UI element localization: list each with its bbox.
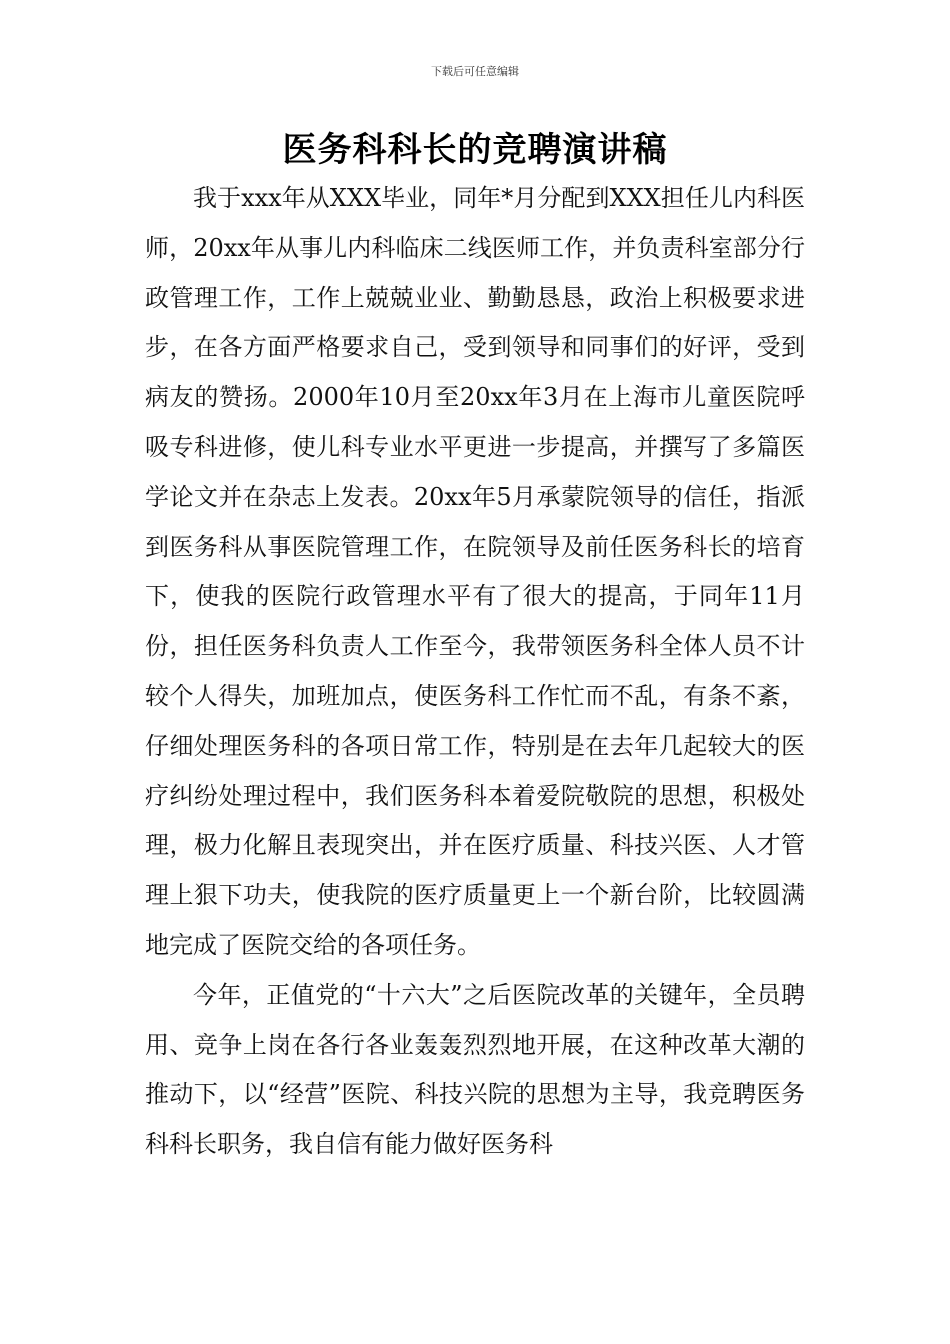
paragraph-2: 今年，正值党的“十六大”之后医院改革的关键年，全员聘用、竞争上岗在各行各业轰轰烈烈地开展，在这种改革大潮的推动下，以“经营”医院、科技兴院的思想为主导，我竞聘医务科科长职务，我自信有能力做好医务科 bbox=[145, 980, 805, 1159]
document-body bbox=[145, 174, 805, 1170]
paragraph-1: 我于xxx年从XXX毕业，同年*月分配到XXX担任儿内科医师，20xx年从事儿内科临床二线医师工作，并负责科室部分行政管理工作，工作上兢兢业业、勤勤恳恳，政治上积极要求进步，在各方面严格要求自己，受到领导和同事们的好评，受到病友的赞扬。2000年10月至20xx年3月在上海市儿童医院呼吸专科进修，使儿科专业水平更进一步提高，并撰写了多篇医学论文并在杂志上发表。20xx年5月承蒙院领导的信任，指派到医务科从事医院管理工作，在院领导及前任医务科长的培育下，使我的医院行政管理水平有了很大的提高，于同年11月份，担任医务科负责人工作至今，我带领医务科全体人员不计较个人得失，加班加点，使医务科工作忙而不乱，有条不紊，仔细处理医务科的各项日常工作，特别是在去年几起较大的医疗纠纷处理过程中，我们医务科本着爱院敬院的思想，积极处理，极力化解且表现突出，并在医疗质量、科技兴医、人才管理上狠下功夫，使我院的医疗质量更上一个新台阶，比较圆满地完成了医院交给的各项任务。 bbox=[145, 184, 805, 959]
document-title: 医务科科长的竞聘演讲稿 bbox=[282, 130, 668, 170]
header-note: 下载后可任意编辑 bbox=[431, 65, 519, 78]
